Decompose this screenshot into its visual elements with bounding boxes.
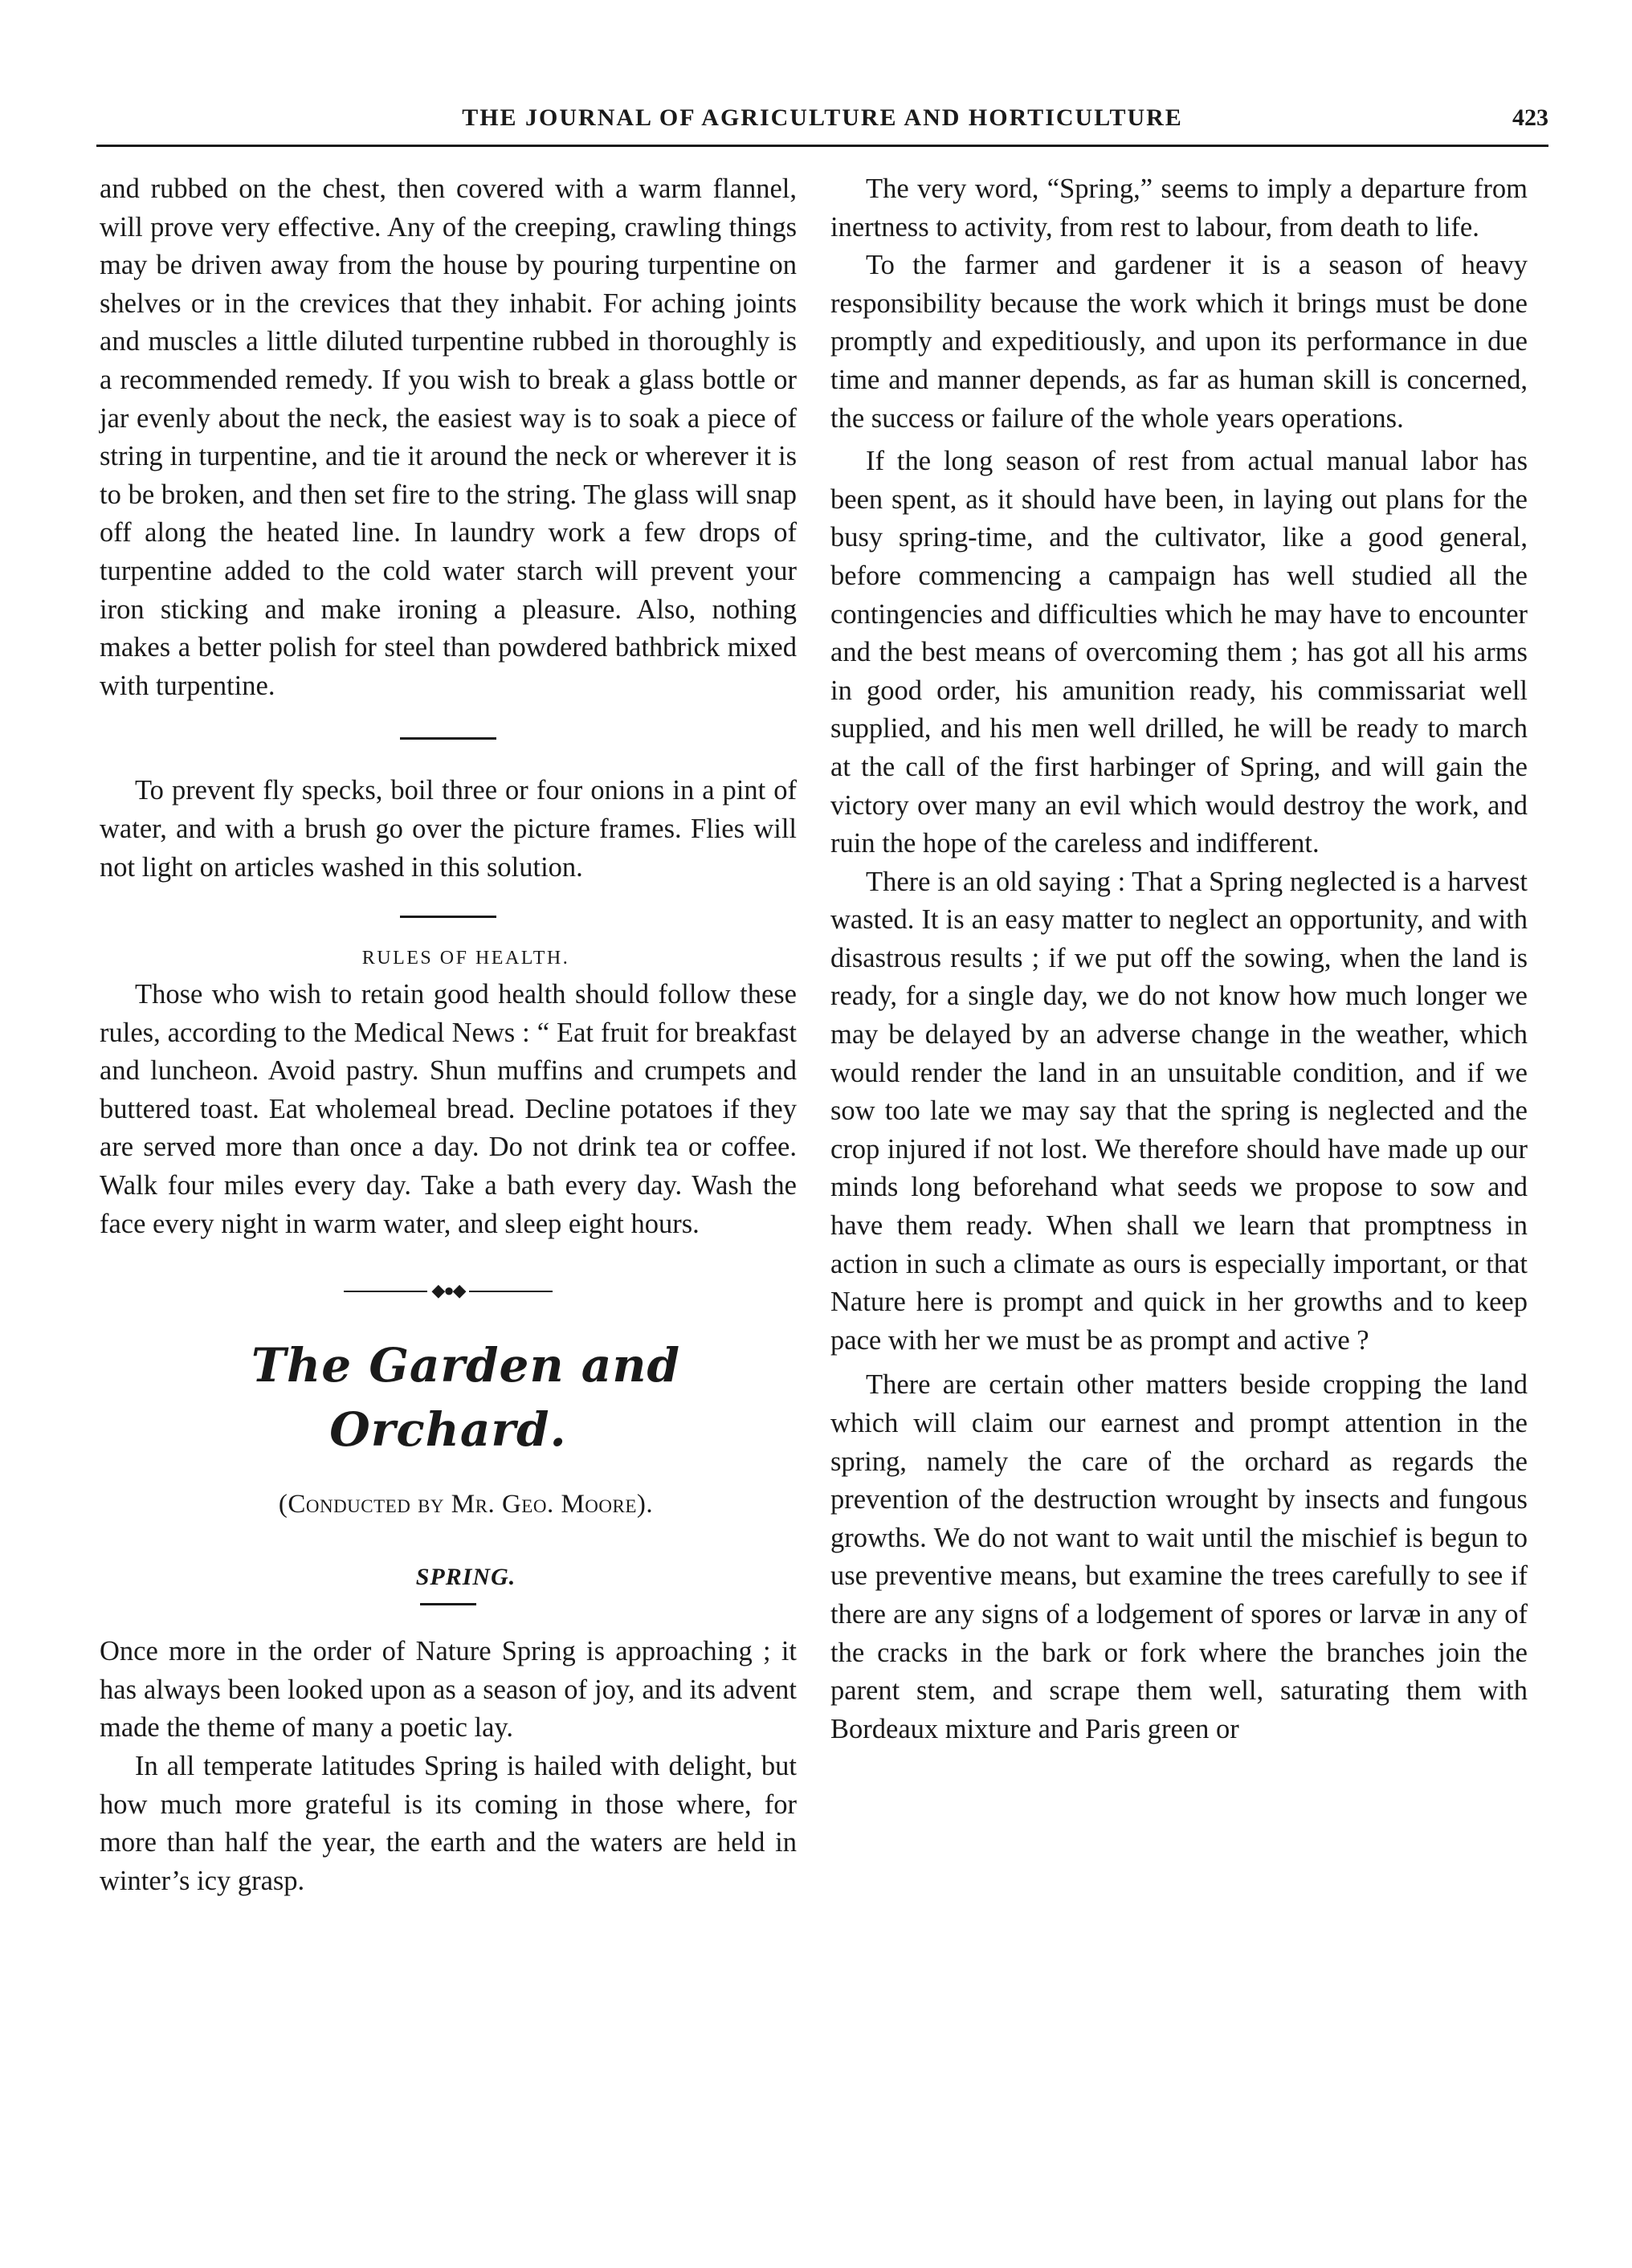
page-number: 423 xyxy=(1512,104,1548,131)
byline: (Conducted by Mr. Geo. Moore). xyxy=(278,1490,654,1519)
farmer-responsibility-paragraph: To the farmer and gardener it is a season of heavy responsibility because the work which it brings must be done promptly and expeditiously, and upon its performance in due time and manner depends, as far as human skill is concerned, the success or failure of the whole years operations. xyxy=(830,250,1528,434)
running-head xyxy=(96,100,1548,137)
temperate-latitudes-paragraph: In all temperate latitudes Spring is hailed with delight, but how much more grateful is its coming in those where, for more than half the year, the earth and the waters are held in winter’s icy grasp. xyxy=(100,1751,797,1896)
spring-word-paragraph: The very word, “Spring,” seems to imply a departure from inertness to activity, from rest to labour, from death to life. xyxy=(830,173,1528,243)
ornamental-divider: ◆●◆ xyxy=(344,1282,553,1301)
season-of-rest-paragraph: If the long season of rest from actual manual labor has been spent, as it should have been, in laying out plans for the busy spring-time, and the cultivator, like a good general, before commencing a campaign has well studied all the contingencies and difficulties which he may have to encounter and the best means of overcoming them ; has got all his arms in good order, his amunition ready, his commissariat well supplied, and his men well drilled, he will be ready to march at the call of the first harbinger of Spring, and will gain the victory over many an evil which would destroy the work, and ruin the hope of the careless and indifferent. xyxy=(830,446,1528,859)
old-saying-paragraph: There is an old saying : That a Spring neglected is a harvest wasted. It is an easy matter to neglect an opportunity, and with disastrous results ; if we put off the sowing, when the land is ready, for a single day, we do not know how much longer we may be delayed by an adverse change in the weather, which would render the land in an unsuitable condition, and if we sow too late we may say that the spring is neglected and the crop injured if not lost. We therefore should have made up our minds long beforehand what seeds we propose to sow and have them ready. When shall we learn that promptness in action in such a climate as ours is especially important, or that Nature here is prompt and quick in her growths and to keep pace with her we must be as prompt and active ? xyxy=(830,866,1528,1356)
right-column xyxy=(830,170,1528,1748)
rules-of-health-heading: RULES OF HEALTH. xyxy=(361,948,570,969)
spring-subheading: SPRING. xyxy=(415,1564,516,1591)
header-rule xyxy=(96,145,1548,147)
section-title: The Garden and Orchard. xyxy=(251,1338,681,1458)
turpentine-paragraph: and rubbed on the chest, then covered with a warm flannel, will prove very effective. Any of the creeping, crawling things may be driven away from the house by pouring turpentine on shelves or in the crevices that they inhabit. For aching joints and muscles a little diluted turpentine rubbed in thoroughly is a recommended remedy. If you wish to break a glass bottle or jar evenly about the neck, the easiest way is to soak a piece of string in turpentine, and tie it around the neck or wherever it is to be broken, and then set fire to the string. The glass will snap off along the heated line. In laundry work a few drops of turpentine added to the cold water starch will prevent your iron sticking and make ironing a pleasure. Also, nothing makes a better polish for steel than powdered bathbrick mixed with turpentine. xyxy=(100,173,797,701)
left-column xyxy=(100,170,797,1900)
running-title: THE JOURNAL OF AGRICULTURE AND HORTICULTURE xyxy=(462,104,1183,131)
rules-of-health-paragraph: Those who wish to retain good health should follow these rules, according to the Medical News : “ Eat fruit for breakfast and luncheon. Avoid pastry. Shun muffins and crumpets and buttered toast. Eat wholemeal bread. Decline potatoes if they are served more than once a day. Do not drink tea or coffee. Walk four miles every day. Take a bath every day. Wash the face every night in warm water, and sleep eight hours. xyxy=(100,979,797,1239)
spring-intro-paragraph: Once more in the order of Nature Spring is approaching ; it has always been looked upon as a season of joy, and its advent made the theme of many a poetic lay. xyxy=(100,1636,797,1744)
orchard-care-paragraph: There are certain other matters beside cropping the land which will claim our earnest and prompt attention in the spring, namely the care of the orchard as regards the prevention of the destruction wrought by insects and fungous growths. We do not want to wait until the mischief is begun to use preventive means, but examine the trees carefully to see if there are any signs of a lodgement of spores or larvæ in any of the cracks in the bark or fork where the branches join the parent stem, and scrape them well, saturating them with Bordeaux mixture and Paris green or xyxy=(830,1369,1528,1744)
fly-specks-paragraph: To prevent fly specks, boil three or four onions in a pint of water, and with a brush go over the picture frames. Flies will not light on articles washed in this solution. xyxy=(100,775,797,883)
